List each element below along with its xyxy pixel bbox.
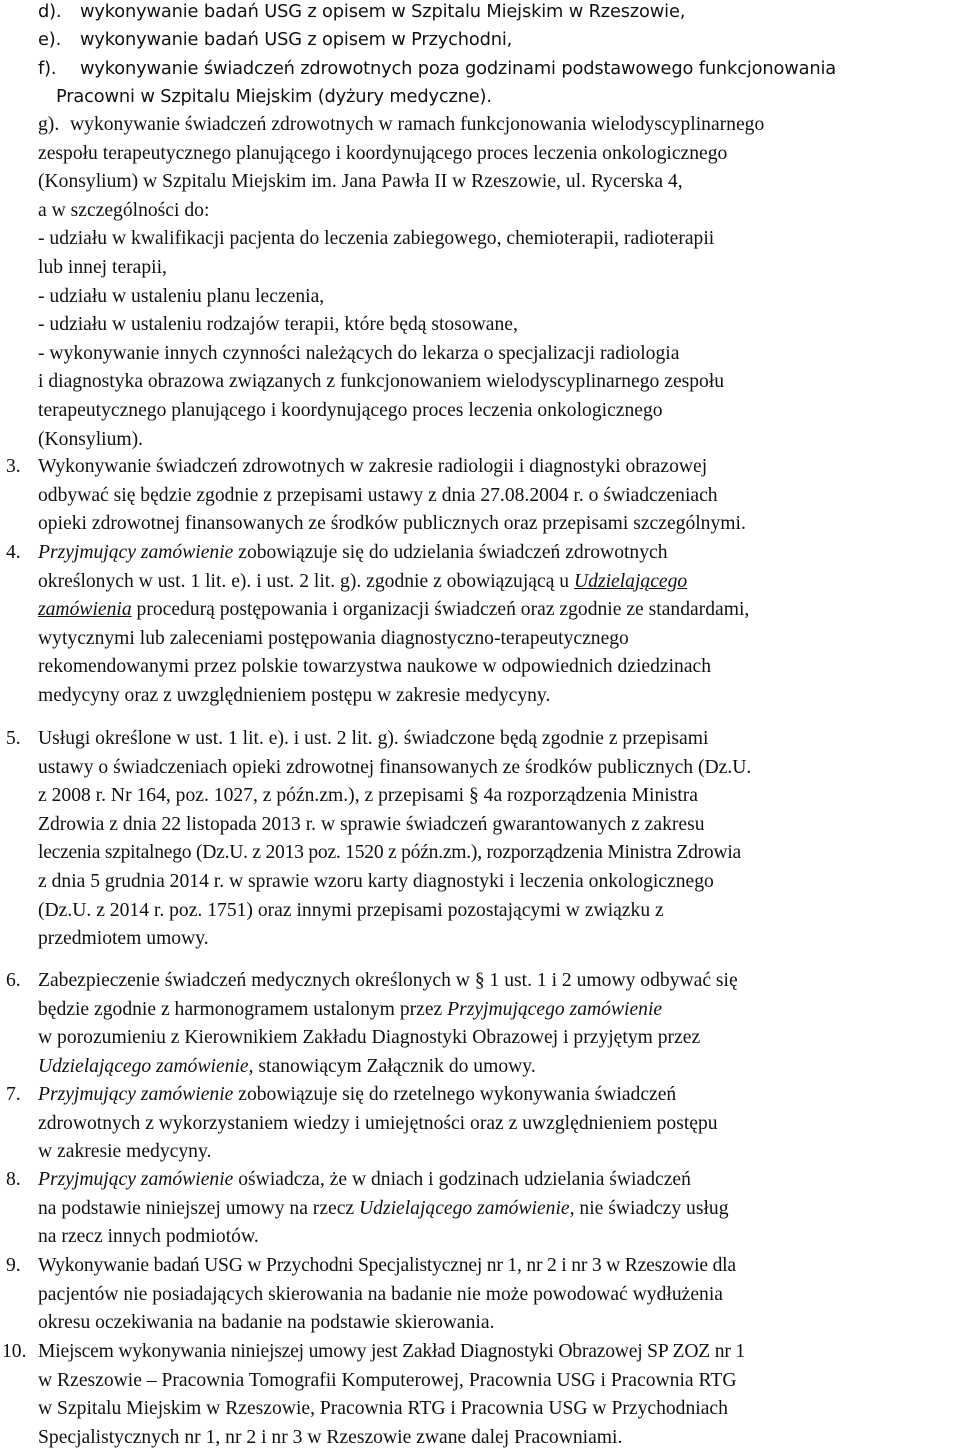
list-text: a w szczególności do: bbox=[38, 199, 210, 221]
paragraph-text: rekomendowanymi przez polskie towarzystwa naukowe w odpowiednich dziedzinach bbox=[38, 656, 712, 678]
paragraph-text: Specjalistycznych nr 1, nr 2 i nr 3 w Rzeszowie zwane dalej Pracowniami. bbox=[38, 1426, 623, 1448]
list-text: terapeutycznego planującego i koordynującego proces leczenia onkologicznego bbox=[38, 399, 663, 421]
list-text: - udziału w ustaleniu rodzajów terapii, które będą stosowane, bbox=[38, 314, 518, 336]
paragraph-number: 5. bbox=[6, 728, 21, 749]
paragraph-text bbox=[38, 1081, 676, 1110]
text-span: określonych w ust. 1 lit. e). i ust. 2 lit. g). zgodnie z obowiązującą u bbox=[38, 570, 574, 592]
list-text: wykonywanie świadczeń zdrowotnych w ramach funkcjonowania wielodyscyplinarnego bbox=[70, 114, 765, 135]
list-text: wykonywanie badań USG z opisem w Szpitalu Miejskim w Rzeszowie, bbox=[80, 1, 686, 22]
paragraph-text: z 2008 r. Nr 164, poz. 1027, z późn.zm.), z przepisami § 4a rozporządzenia Ministra bbox=[38, 785, 698, 807]
paragraph-text: przedmiotem umowy. bbox=[38, 928, 209, 950]
paragraph-text: Miejscem wykonywania niniejszej umowy jest Zakład Diagnostyki Obrazowej SP ZOZ nr 1 bbox=[38, 1341, 745, 1362]
paragraph-text: (Dz.U. z 2014 r. poz. 1751) oraz innymi przepisami pozostającymi w związku z bbox=[38, 899, 664, 921]
paragraph-6 bbox=[0, 967, 960, 1081]
text-span: procedurą postępowania i organizacji świadczeń oraz zgodnie ze standardami, bbox=[131, 599, 750, 621]
paragraph-9 bbox=[0, 1252, 960, 1338]
party-name: Udzielającego bbox=[574, 570, 688, 592]
paragraph-text: w zakresie medycyny. bbox=[38, 1141, 212, 1163]
paragraph-text: ustawy o świadczeniach opieki zdrowotnej finansowanych ze środków publicznych (Dz.U. bbox=[38, 756, 752, 778]
party-name: zamówienia bbox=[38, 599, 132, 621]
party-name: Przyjmującego zamówienie bbox=[447, 998, 663, 1020]
list-item-f bbox=[0, 55, 960, 111]
party-name: Udzielającego zamówienie, bbox=[38, 1055, 254, 1077]
list-text: (Konsylium) w Szpitalu Miejskim im. Jana Pawła II w Rzeszowie, ul. Rycerska 4, bbox=[38, 171, 683, 193]
paragraph-number: 7. bbox=[6, 1084, 21, 1105]
text-span: będzie zgodnie z harmonogramem ustalonym przez bbox=[38, 998, 448, 1020]
party-name: Przyjmujący zamówienie bbox=[38, 542, 234, 563]
party-name: Przyjmujący zamówienie bbox=[38, 1084, 234, 1105]
paragraph-text: w porozumieniu z Kierownikiem Zakładu Diagnostyki Obrazowej i przyjętym przez bbox=[38, 1027, 701, 1049]
paragraph-number: 3. bbox=[6, 456, 21, 477]
paragraph-text: w Szpitalu Miejskim w Rzeszowie, Pracownia RTG i Pracownia USG w Przychodniach bbox=[38, 1398, 728, 1420]
text-span: oświadcza, że w dniach i godzinach udzielania świadczeń bbox=[233, 1169, 691, 1190]
list-letter: g). bbox=[38, 114, 60, 135]
paragraph-number: 4. bbox=[6, 542, 21, 563]
paragraph-text bbox=[38, 996, 662, 1025]
text-span: stanowiącym Załącznik do umowy. bbox=[253, 1055, 536, 1077]
paragraph-text: w Rzeszowie – Pracownia Tomografii Komputerowej, Pracownia USG i Pracownia RTG bbox=[38, 1369, 737, 1391]
paragraph-text: pacjentów nie posiadających skierowania na badanie nie może powodować wydłużenia bbox=[38, 1283, 723, 1305]
paragraph-number: 9. bbox=[6, 1255, 21, 1276]
list-item-d bbox=[0, 0, 960, 26]
list-text: Pracowni w Szpitalu Miejskim (dyżury medyczne). bbox=[56, 86, 492, 107]
paragraph-4 bbox=[0, 539, 960, 711]
paragraph-number: 8. bbox=[6, 1169, 21, 1190]
paragraph-text bbox=[38, 596, 749, 625]
paragraph-text: opieki zdrowotnej finansowanych ze środków publicznych oraz przepisami szczególnymi. bbox=[38, 513, 746, 535]
paragraph-text: odbywać się będzie zgodnie z przepisami ustawy z dnia 27.08.2004 r. o świadczeniach bbox=[38, 484, 718, 506]
list-text: zespołu terapeutycznego planującego i koordynującego proces leczenia onkologicznego bbox=[38, 142, 728, 164]
paragraph-text: Usługi określone w ust. 1 lit. e). i ust. 2 lit. g). świadczone będą zgodnie z przepisami bbox=[38, 728, 709, 749]
paragraph-number: 6. bbox=[6, 970, 21, 991]
list-text: - udziału w kwalifikacji pacjenta do leczenia zabiegowego, chemioterapii, radioterapii bbox=[38, 228, 715, 250]
paragraph-text bbox=[38, 1166, 691, 1195]
paragraph-text: Wykonywanie świadczeń zdrowotnych w zakresie radiologii i diagnostyki obrazowej bbox=[38, 456, 708, 477]
list-text: i diagnostyka obrazowa związanych z funkcjonowaniem wielodyscyplinarnego zespołu bbox=[38, 371, 725, 393]
paragraph-text: Wykonywanie badań USG w Przychodni Specjalistycznej nr 1, nr 2 i nr 3 w Rzeszowie dla bbox=[38, 1255, 736, 1276]
paragraph-text bbox=[38, 1053, 536, 1082]
list-item-e bbox=[0, 26, 960, 54]
paragraph-text: wytycznymi lub zaleceniami postępowania diagnostyczno-terapeutycznego bbox=[38, 627, 629, 649]
paragraph-text: Zabezpieczenie świadczeń medycznych określonych w § 1 ust. 1 i 2 umowy odbywać się bbox=[38, 970, 738, 991]
list-text: - udziału w ustaleniu planu leczenia, bbox=[38, 285, 325, 307]
text-span: na podstawie niniejszej umowy na rzecz bbox=[38, 1197, 360, 1219]
paragraph-7 bbox=[0, 1081, 960, 1167]
paragraph-text bbox=[38, 1195, 729, 1224]
list-text: wykonywanie świadczeń zdrowotnych poza godzinami podstawowego funkcjonowania bbox=[80, 58, 836, 79]
paragraph-text: zdrowotnych z wykorzystaniem wiedzy i umiejętności oraz z uwzględnieniem postępu bbox=[38, 1112, 718, 1134]
paragraph-text: z dnia 5 grudnia 2014 r. w sprawie wzoru karty diagnostyki i leczenia onkologicznego bbox=[38, 870, 714, 892]
list-letter: f). bbox=[38, 58, 57, 79]
list-text: lub innej terapii, bbox=[38, 256, 167, 278]
paragraph-8 bbox=[0, 1166, 960, 1252]
text-span: , nie świadczy usług bbox=[569, 1197, 729, 1219]
paragraph-text: leczenia szpitalnego (Dz.U. z 2013 poz. 1520 z późn.zm.), rozporządzenia Ministra Zdrowia bbox=[38, 842, 741, 864]
list-letter: d). bbox=[38, 1, 62, 22]
paragraph-text: na rzecz innych podmiotów. bbox=[38, 1226, 259, 1248]
list-item-g bbox=[0, 111, 960, 454]
paragraph-number: 10. bbox=[2, 1341, 27, 1362]
paragraph-text: medycyny oraz z uwzględnieniem postępu w zakresie medycyny. bbox=[38, 684, 551, 706]
paragraph-text bbox=[38, 539, 668, 568]
list-text: wykonywanie badań USG z opisem w Przychodni, bbox=[80, 29, 513, 50]
text-span: zobowiązuje się do udzielania świadczeń zdrowotnych bbox=[233, 542, 668, 563]
paragraph-text bbox=[38, 568, 687, 597]
paragraph-3 bbox=[0, 453, 960, 539]
paragraph-text: okresu oczekiwania na badanie na podstawie skierowania. bbox=[38, 1312, 495, 1334]
list-text: (Konsylium). bbox=[38, 428, 144, 450]
list-letter: e). bbox=[38, 29, 62, 50]
party-name: Udzielającego zamówienie bbox=[359, 1197, 570, 1219]
party-name: Przyjmujący zamówienie bbox=[38, 1169, 234, 1190]
text-span: zobowiązuje się do rzetelnego wykonywania świadczeń bbox=[233, 1084, 677, 1105]
paragraph-5 bbox=[0, 725, 960, 954]
list-text: - wykonywanie innych czynności należących do lekarza o specjalizacji radiologia bbox=[38, 342, 680, 364]
paragraph-10 bbox=[0, 1338, 960, 1452]
paragraph-text: Zdrowia z dnia 22 listopada 2013 r. w sprawie świadczeń gwarantowanych z zakresu bbox=[38, 813, 705, 835]
